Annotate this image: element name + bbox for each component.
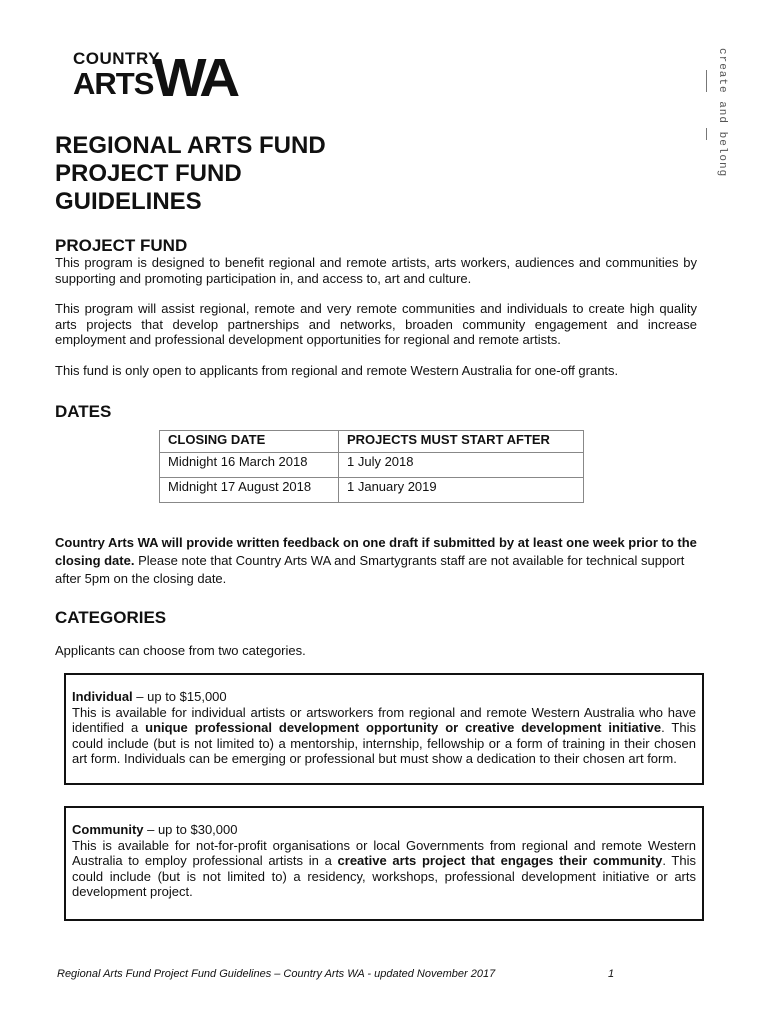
dates-table [159, 430, 584, 503]
logo-line-country: COUNTRY [73, 49, 160, 68]
individual-category-name: Individual [72, 689, 133, 704]
project-fund-heading: PROJECT FUND [55, 236, 188, 255]
dates-heading: DATES [55, 402, 112, 421]
individual-text-bold: unique professional development opportunity or creative development initiative [145, 720, 662, 735]
tagline: create and belong [716, 48, 728, 178]
page-title: REGIONAL ARTS FUND PROJECT FUND GUIDELINES [55, 132, 326, 215]
feedback-bold-text: Country Arts WA will provide written feedback on one draft if submitted by at least one week prior to the closing date. [55, 535, 697, 568]
logo-line-wa: WA [153, 48, 236, 108]
table-cell: Midnight 16 March 2018 [160, 453, 339, 478]
country-arts-wa-logo [73, 48, 245, 108]
column-header-closing-date: CLOSING DATE [160, 431, 339, 453]
project-fund-paragraph-3: This fund is only open to applicants from regional and remote Western Australia for one-off grants. [55, 363, 619, 378]
individual-text-part-2: . This could include (but is not limited to) a mentorship, internship, fellowship or a form of training in their chosen art form. Individuals can be emerging or professional but must show a dedication to their chosen art form. [72, 720, 696, 766]
column-header-start-after: PROJECTS MUST START AFTER [339, 431, 584, 453]
tagline-rule-top [706, 70, 707, 92]
categories-heading: CATEGORIES [55, 608, 167, 627]
community-text-part-1: This is available for not-for-profit organisations or local Governments from regional and remote Western Australia to employ professional artists in a [72, 837, 696, 868]
community-category-text [72, 822, 696, 900]
table-cell: 1 January 2019 [339, 478, 584, 503]
community-category-box [64, 806, 704, 921]
individual-category-amount: – up to $15,000 [132, 689, 227, 704]
table-header-row [160, 431, 584, 453]
project-fund-paragraph-1: This program is designed to benefit regional and remote artists, arts workers, audiences and communities by supporting and promoting participation in, and access to, art and culture. [55, 255, 697, 286]
table-row [160, 478, 584, 503]
feedback-notice [55, 534, 697, 588]
community-text-bold: creative arts project that engages their community [337, 853, 663, 868]
categories-intro: Applicants can choose from two categories. [55, 643, 306, 658]
community-category-name: Community [72, 822, 144, 837]
table-cell: Midnight 17 August 2018 [160, 478, 339, 503]
feedback-normal-text: Please note that Country Arts WA and Smartygrants staff are not available for technical support after 5pm on the closing date. [55, 553, 685, 586]
tagline-rule-bottom [706, 128, 707, 140]
individual-category-box [64, 673, 704, 785]
project-fund-paragraph-2: This program will assist regional, remote and very remote communities and individuals to create high quality arts projects that develop partnerships and networks, broaden community engagement and increase employment and professional development opportunities for regional and remote artists. [55, 301, 697, 347]
community-text-part-2: . This could include (but is not limited to) a residency, workshops, professional development initiative or arts development project. [72, 853, 696, 899]
logo-line-arts: ARTS [73, 66, 154, 101]
individual-category-text [72, 689, 696, 767]
community-category-amount: – up to $30,000 [143, 822, 238, 837]
individual-text-part-1: This is available for individual artists or artsworkers from regional and remote Western Australia who have identified a [72, 704, 696, 735]
table-row [160, 453, 584, 478]
table-cell: 1 July 2018 [339, 453, 584, 478]
page-number: 1 [608, 968, 615, 980]
page-footer: Regional Arts Fund Project Fund Guidelines – Country Arts WA - updated November 2017 [57, 968, 496, 980]
